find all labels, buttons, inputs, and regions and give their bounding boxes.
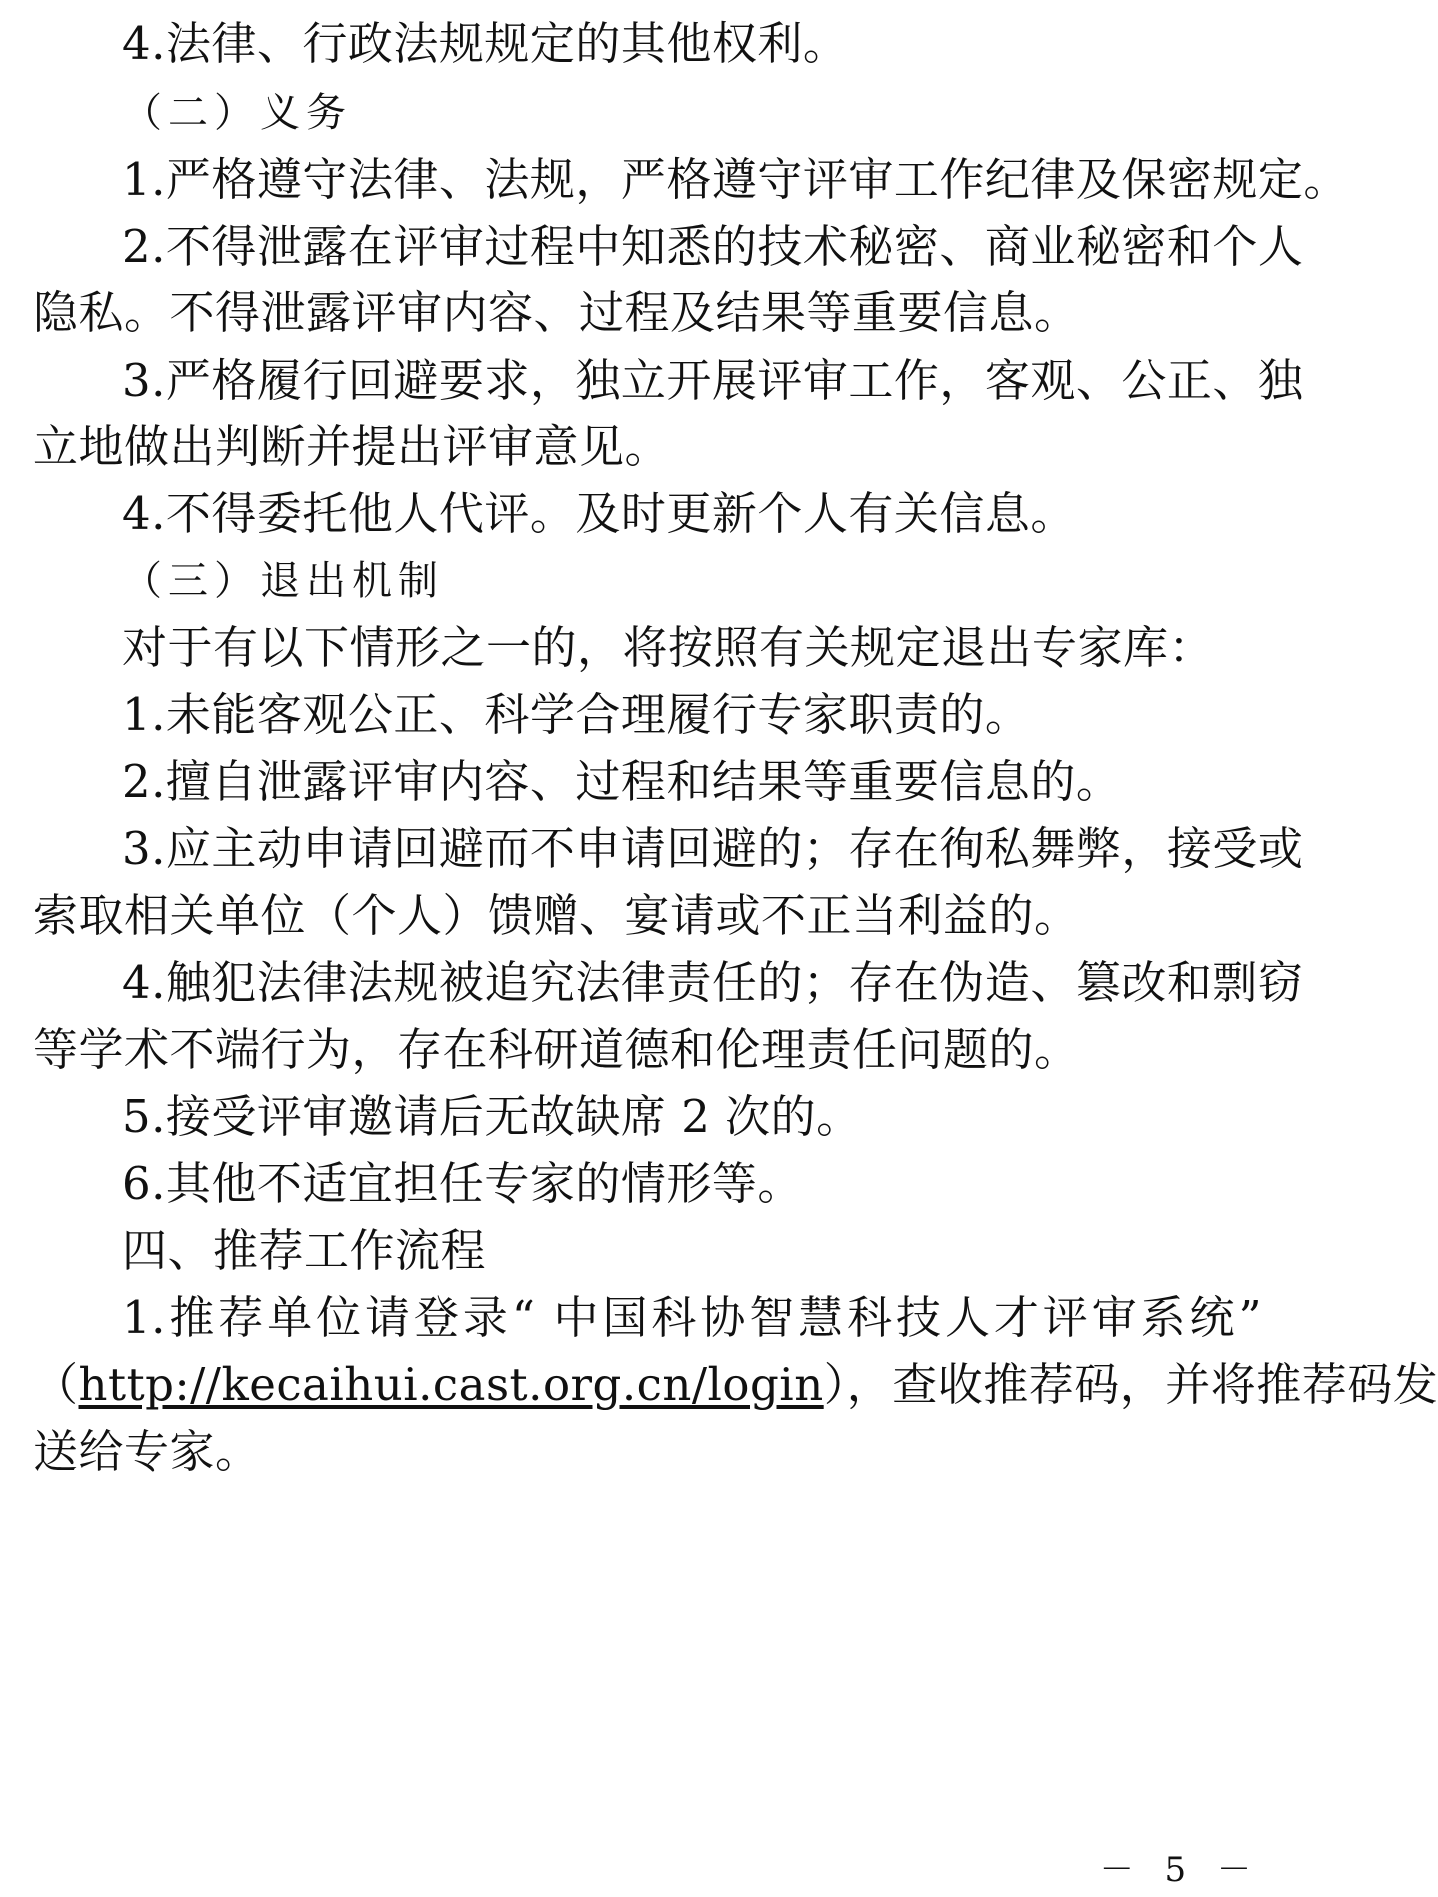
obligation-item-2-line-2: 隐私。不得泄露评审内容、过程及结果等重要信息。: [33, 286, 1080, 339]
rights-item-4: 4.法律、行政法规规定的其他权利。: [122, 17, 849, 70]
section-exit-heading: （三）退出机制: [122, 558, 444, 604]
workflow-item-1-line-1: 1.推荐单位请登录“ 中国科协智慧科技人才评审系统”: [122, 1291, 1262, 1344]
exit-item-1: 1.未能客观公正、科学合理履行专家职责的。: [122, 688, 1031, 741]
workflow-item-1-line-2: [33, 1355, 1438, 1415]
exit-item-2: 2.擅自泄露评审内容、过程和结果等重要信息的。: [122, 755, 1122, 808]
open-paren: （: [33, 1358, 79, 1411]
exit-item-4-line-2: 等学术不端行为，存在科研道德和伦理责任问题的。: [33, 1023, 1080, 1076]
section-workflow-heading: 四、推荐工作流程: [122, 1224, 487, 1277]
obligation-item-4: 4.不得委托他人代评。及时更新个人有关信息。: [122, 487, 1076, 540]
exit-item-5: 5.接受评审邀请后无故缺席 2 次的。: [122, 1090, 862, 1143]
section-obligations-heading: （二）义务: [122, 90, 352, 136]
page-number: － 5 －: [1099, 1850, 1261, 1890]
exit-item-3-line-1: 3.应主动申请回避而不申请回避的；存在徇私舞弊，接受或: [122, 822, 1304, 875]
exit-item-6: 6.其他不适宜担任专家的情形等。: [122, 1157, 803, 1210]
exit-intro: 对于有以下情形之一的，将按照有关规定退出专家库：: [122, 621, 1215, 674]
workflow-item-1-line-3: 送给专家。: [33, 1425, 261, 1478]
workflow-text: ），查收推荐码，并将推荐码发: [823, 1358, 1438, 1411]
exit-item-4-line-1: 4.触犯法律法规被追究法律责任的；存在伪造、篡改和剽窃: [122, 956, 1304, 1009]
obligation-item-2-line-1: 2.不得泄露在评审过程中知悉的技术秘密、商业秘密和个人: [122, 220, 1304, 273]
login-link[interactable]: http://kecaihui.cast.org.cn/login: [78, 1358, 824, 1411]
obligation-item-3-line-2: 立地做出判断并提出评审意见。: [33, 420, 671, 473]
obligation-item-3-line-1: 3.严格履行回避要求，独立开展评审工作，客观、公正、独: [122, 354, 1304, 407]
obligation-item-1: 1.严格遵守法律、法规，严格遵守评审工作纪律及保密规定。: [122, 153, 1349, 206]
exit-item-3-line-2: 索取相关单位（个人）馈赠、宴请或不正当利益的。: [33, 889, 1080, 942]
